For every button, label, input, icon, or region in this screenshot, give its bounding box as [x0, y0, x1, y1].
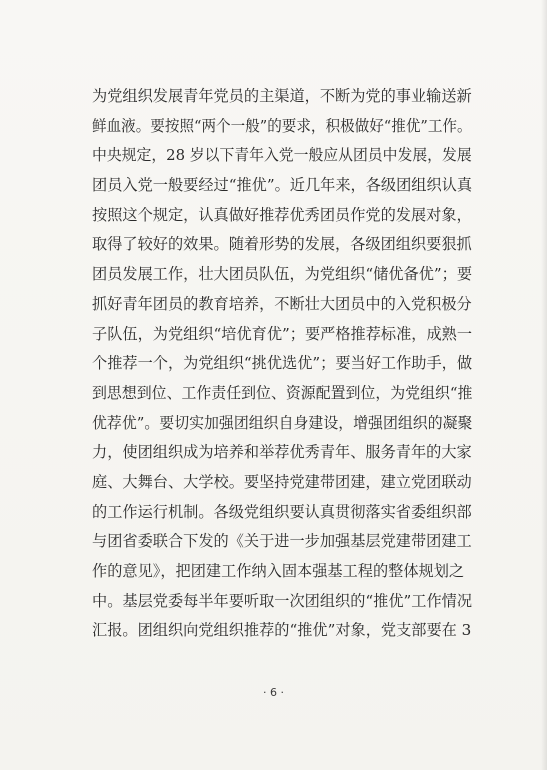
- text-line: 个推荐一个，为党组织“挑优选优”；要当好工作助手，做: [92, 354, 473, 373]
- text-line: 庭、大舞台、大学校。要坚持党建带团建，建立党团联动: [92, 472, 472, 491]
- text-line: 团员入党一般要经过“推优”。近几年来，各级团组织认真: [92, 176, 473, 195]
- page-edge-shadow: [541, 0, 547, 770]
- text-line: 中央规定，28 岁以下青年入党一般应从团员中发展，发展: [92, 146, 472, 165]
- text-line: 按照这个规定，认真做好推荐优秀团员作党的发展对象，: [92, 205, 472, 224]
- text-line: 作的意见》，把团建工作纳入固本强基工程的整体规划之: [92, 562, 465, 580]
- text-line: 优荐优”。要切实加强团组织自身建设，增强团组织的凝聚: [92, 413, 473, 432]
- page-number: · 6 ·: [263, 686, 284, 699]
- body-text: [92, 82, 472, 646]
- text-line: 为党组织发展青年党员的主渠道，不断为党的事业输送新: [92, 87, 472, 105]
- text-line: 团员发展工作，壮大团员队伍，为党组织“储优备优”；要: [92, 265, 473, 284]
- text-line: 与团省委联合下发的《关于进一步加强基层党建带团建工: [92, 532, 472, 551]
- text-line: 子队伍，为党组织“培优育优”；要严格推荐标准，成熟一: [92, 324, 473, 343]
- text-line: 到思想到位、工作责任到位、资源配置到位，为党组织“推: [92, 383, 473, 402]
- text-line: 力，使团组织成为培养和举荐优秀青年、服务青年的大家: [92, 443, 472, 462]
- text-line: 鲜血液。要按照“两个一般”的要求，积极做好“推优”工作。: [92, 116, 472, 135]
- text-line: 取得了较好的效果。随着形势的发展，各级团组织要狠抓: [92, 235, 472, 254]
- text-line: 的工作运行机制。各级党组织要认真贯彻落实省委组织部: [92, 502, 472, 521]
- text-line: 抓好青年团员的教育培养，不断壮大团员中的入党积极分: [92, 294, 472, 313]
- text-line: 汇报。团组织向党组织推荐的“推优”对象，党支部要在 3: [92, 621, 472, 640]
- text-line: 中。基层党委每半年要听取一次团组织的“推优”工作情况: [92, 591, 473, 610]
